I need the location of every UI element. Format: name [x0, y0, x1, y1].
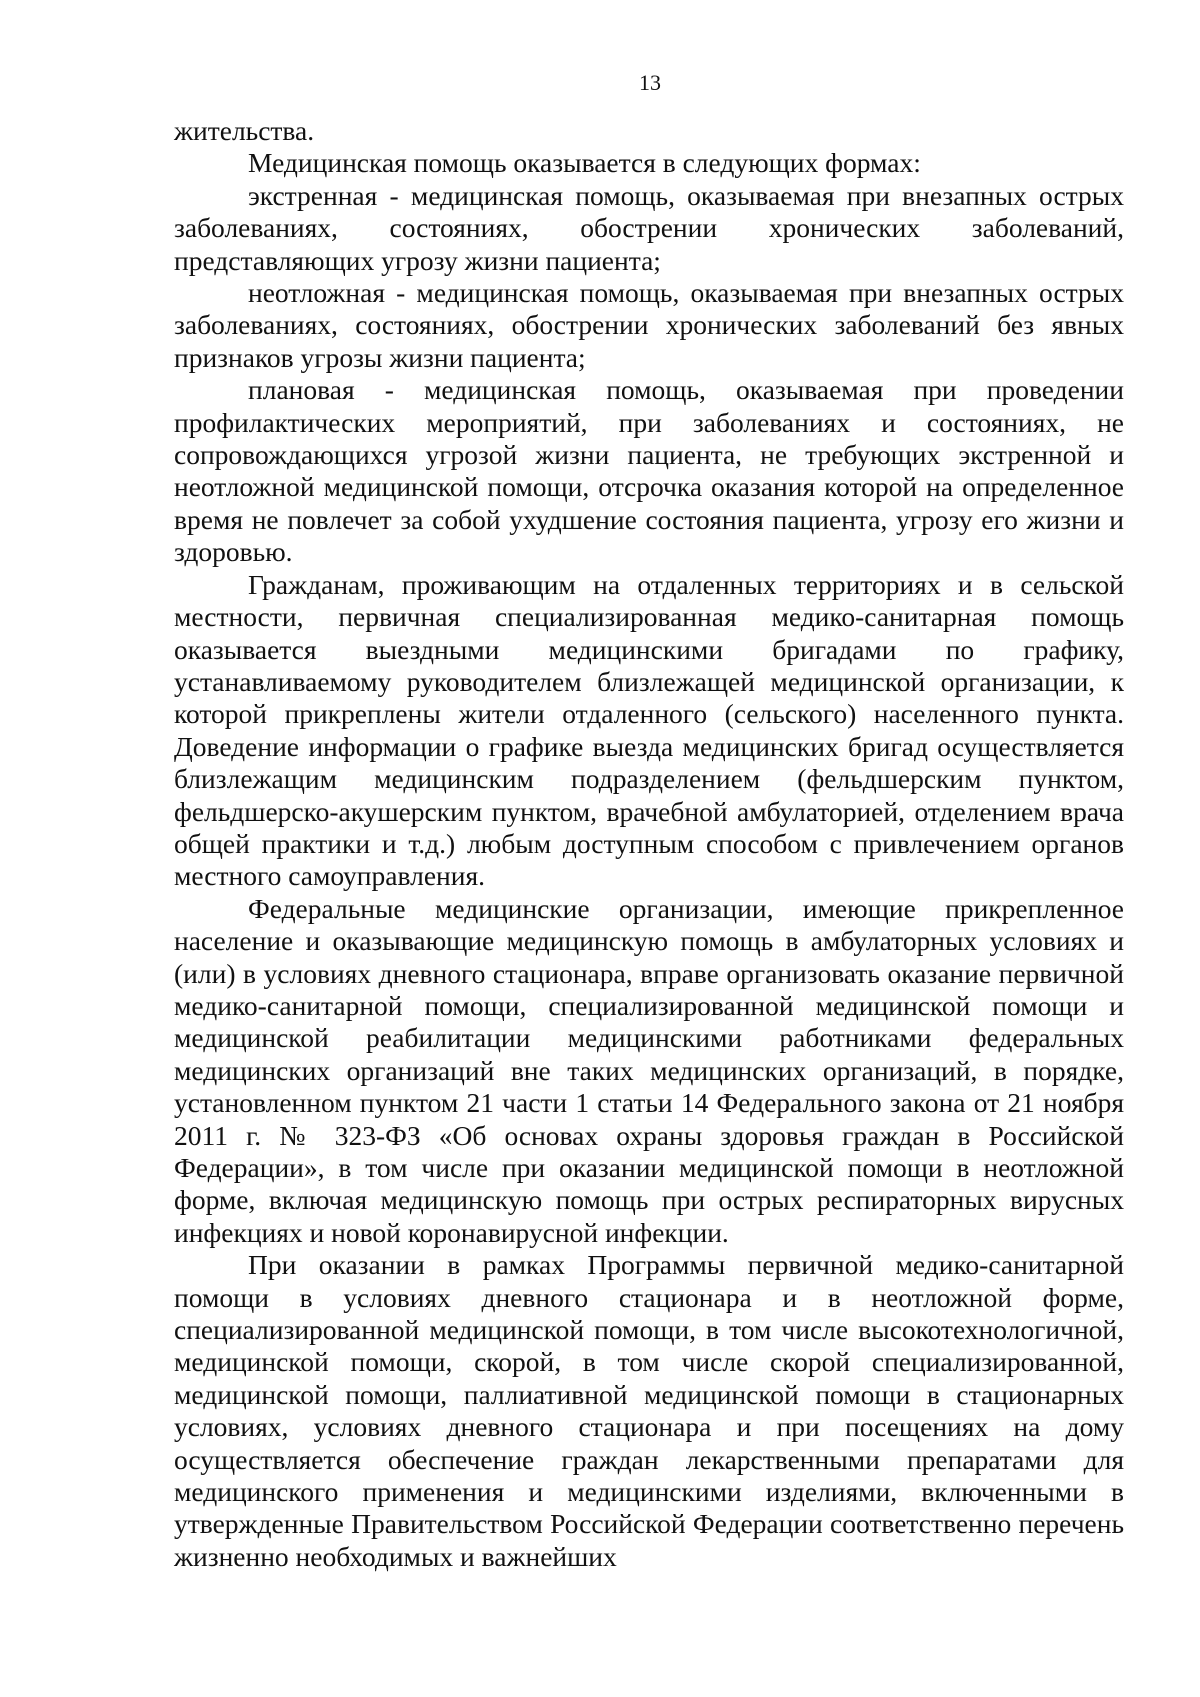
list-item-planned: плановая - медицинская помощь, оказываемая при проведении профилактических мероприятий, при заболеваниях и состояниях, не сопровождающихся угрозой жизни пациента, не требующих экстренной и неотложной медицинской помощи, отсрочка оказания которой на определенное время не повлечет за собой ухудшение состояния пациента, угрозу его жизни и здоровью. [174, 374, 1124, 568]
paragraph-continuation: жительства. [174, 115, 315, 146]
list-item-emergency: экстренная - медицинская помощь, оказываемая при внезапных острых заболеваниях, состояниях, обострении хронических заболеваний, представляющих угрозу жизни пациента; [174, 179, 1124, 276]
list-item-urgent: неотложная - медицинская помощь, оказываемая при внезапных острых заболеваниях, состояниях, обострении хронических заболеваний без явных признаков угрозы жизни пациента; [174, 277, 1124, 373]
paragraph-forms-intro: Медицинская помощь оказывается в следующих формах: [248, 147, 921, 179]
paragraph-rural-residents: Гражданам, проживающим на отдаленных территориях и в сельской местности, первичная специализированная медико-санитарная помощь оказывается выездными медицинскими бригадами по графику, устанавливаемому руководителем близлежащей медицинской организации, к которой прикреплены жители отдаленного (сельского) населенного пункта. Доведение информации о графике выезда медицинских бригад осуществляется близлежащим медицинским подразделением (фельдшерским пунктом, фельдшерско-акушерским пунктом, врачебной амбулаторией, отделением врача общей практики и т.д.) любым доступным способом с привлечением органов местного самоуправления. [174, 568, 1124, 892]
paragraph-federal-organizations: Федеральные медицинские организации, имеющие прикрепленное население и оказывающие медицинскую помощь в амбулаторных условиях и (или) в условиях дневного стационара, вправе организовать оказание первичной медико-санитарной помощи, специализированной медицинской помощи и медицинской реабилитации медицинскими работниками федеральных медицинских организаций вне таких медицинских организаций, в порядке, установленном пунктом 21 части 1 статьи 14 Федерального закона от 21 ноября 2011 г. № 323-ФЗ «Об основах охраны здоровья граждан в Российской Федерации», в том числе при оказании медицинской помощи в неотложной форме, включая медицинскую помощь при острых респираторных вирусных инфекциях и новой коронавирусной инфекции. [174, 892, 1124, 1248]
page-number: 13 [639, 70, 661, 95]
paragraph-drug-provision: При оказании в рамках Программы первичной медико-санитарной помощи в условиях дневного стационара и в неотложной форме, специализированной медицинской помощи, в том числе высокотехнологичной, медицинской помощи, скорой, в том числе скорой специализированной, медицинской помощи, паллиативной медицинской помощи в стационарных условиях, условиях дневного стационара и при посещениях на дому осуществляется обеспечение граждан лекарственными препаратами для медицинского применения и медицинскими изделиями, включенными в утвержденные Правительством Российской Федерации соответственно перечень жизненно необходимых и важнейших [174, 1249, 1124, 1572]
document-body [174, 115, 1124, 1573]
